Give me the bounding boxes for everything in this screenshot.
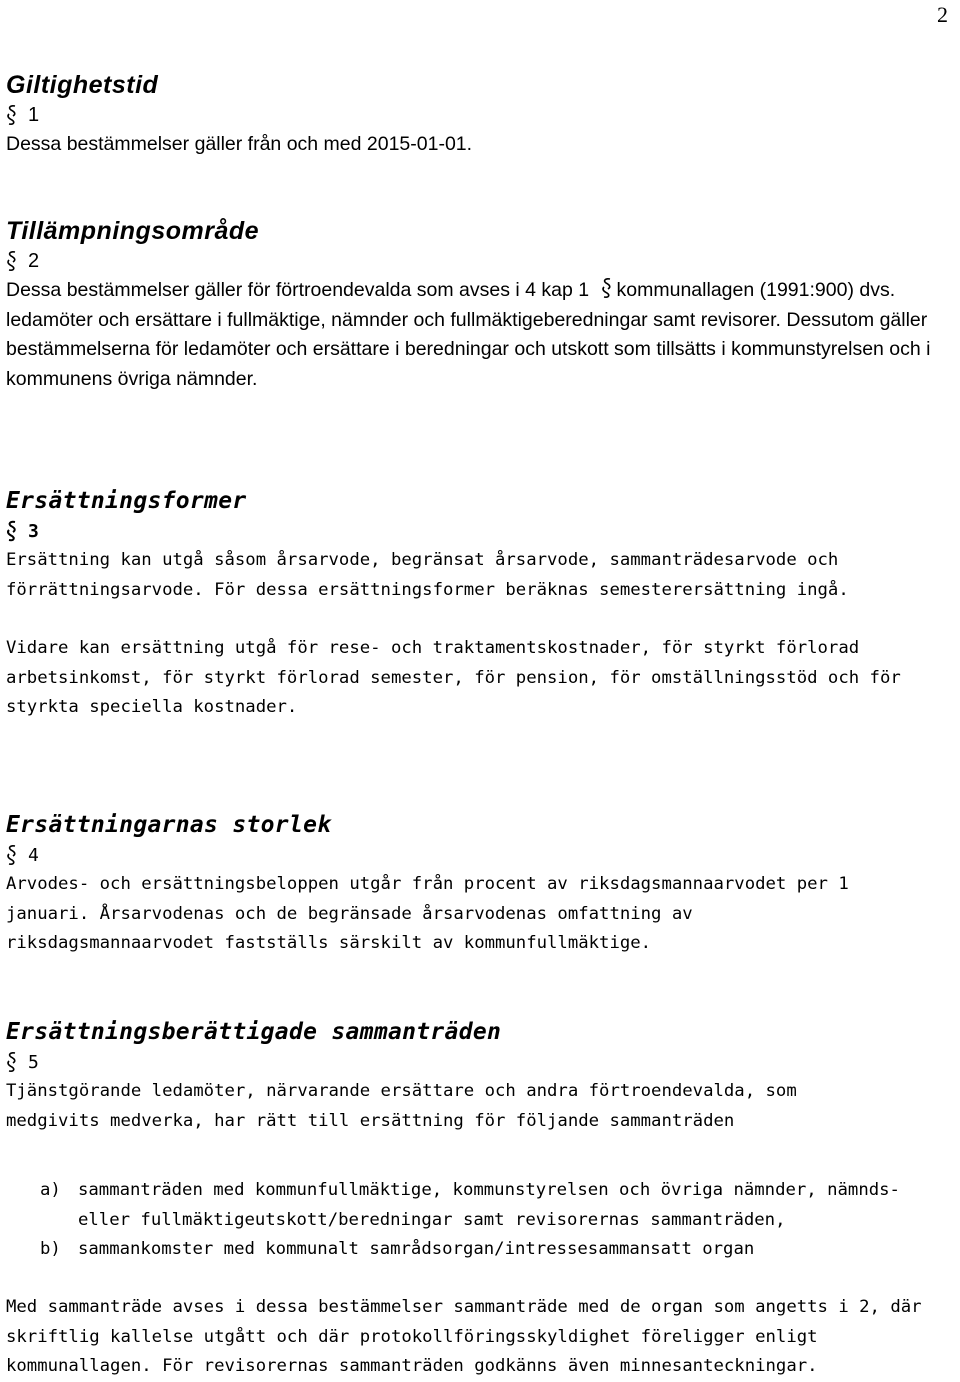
sammantraden-list xyxy=(40,1176,950,1265)
paragraph-sign-icon xyxy=(6,519,18,543)
section-number-row xyxy=(6,246,956,276)
section-number-row xyxy=(6,100,906,130)
list-item-text: sammanträden med kommunfullmäktige, kommunstyrelsen och övriga nämnder, nämnds- eller fullmäktigeutskott/beredningar samt revisorernas sammanträden, xyxy=(78,1180,900,1230)
section-1 xyxy=(6,70,906,160)
section-number-row xyxy=(6,516,936,546)
list-item-text: sammankomster med kommunalt samrådsorgan/intressesammansatt organ xyxy=(78,1239,755,1259)
section-number: 4 xyxy=(28,844,39,866)
section-text: Ersättning kan utgå såsom årsarvode, begränsat årsarvode, sammanträdesarvode och förrättningsarvode. För dessa ersättningsformer beräknas semesterersättning ingå. xyxy=(6,550,849,600)
list-item xyxy=(40,1235,950,1265)
paragraph-sign-icon xyxy=(6,103,18,127)
section-heading: Ersättningsberättigade sammanträden xyxy=(6,1019,502,1045)
section-text: Dessa bestämmelser gäller från och med 2015-01-01. xyxy=(6,133,473,155)
section-number-row xyxy=(6,840,906,870)
list-marker: a) xyxy=(40,1180,61,1200)
list-marker: b) xyxy=(40,1239,61,1259)
paragraph-sign-icon xyxy=(6,249,18,273)
section-text-part: kommunallagen xyxy=(616,279,755,301)
section-5 xyxy=(6,1017,956,1136)
section-text-part: (1991:900) dvs. ledamöter och ersättare i fullmäktige, nämnder och fullmäktigeberedningar samt revisorer. Dessutom gäller bestämmelserna för ledamöter och ersättare i beredningar och utskott som tillsätts i kommunstyrelsen och i kommunens övriga nämnder. xyxy=(6,279,931,390)
section-heading: Giltighetstid xyxy=(6,71,159,99)
section-4 xyxy=(6,810,906,959)
section-heading: Ersättningsformer xyxy=(6,488,247,514)
section-text: Vidare kan ersättning utgå för rese- och traktamentskostnader, för styrkt förlorad arbetsinkomst, för styrkt förlorad semester, för pension, för omställningsstöd och för styrkta speciella kostnader. xyxy=(6,638,901,717)
section-2 xyxy=(6,216,956,394)
section-text xyxy=(6,276,956,394)
paragraph-sign-icon xyxy=(6,1050,18,1074)
section-text-part: Dessa bestämmelser gäller för förtroendevalda som avses i 4 kap 1 xyxy=(6,279,590,301)
section-text: Arvodes- och ersättningsbeloppen utgår från procent av riksdagsmannaarvodet per 1 januari. Årsarvodenas och de begränsade årsarvodenas omfattning av riksdagsmannaarvodet fastställs särskilt av kommunfullmäktige. xyxy=(6,874,849,953)
section-text: Med sammanträde avses i dessa bestämmelser sammanträde med de organ som angetts i 2, där skriftlig kallelse utgått och där protokollföringsskyldighet föreligger enligt kommunallagen. För revisorernas sammanträden godkänns även minnesanteckningar. xyxy=(6,1297,922,1376)
section-number: 5 xyxy=(28,1051,39,1073)
section-number-row xyxy=(6,1047,956,1077)
section-number: 2 xyxy=(28,249,40,272)
paragraph-sign-icon xyxy=(6,843,18,867)
section-text: Tjänstgörande ledamöter, närvarande ersättare och andra förtroendevalda, som medgivits medverka, har rätt till ersättning för följande sammanträden xyxy=(6,1081,797,1131)
section-number: 1 xyxy=(28,103,40,126)
section-heading: Ersättningarnas storlek xyxy=(6,812,332,838)
paragraph-sign-icon xyxy=(601,276,613,300)
section-3 xyxy=(6,486,936,723)
list-item xyxy=(40,1176,950,1235)
closing-paragraph xyxy=(6,1293,956,1382)
section-number: 3 xyxy=(28,520,39,542)
page-number: 2 xyxy=(937,2,948,27)
section-heading: Tillämpningsområde xyxy=(6,217,260,245)
